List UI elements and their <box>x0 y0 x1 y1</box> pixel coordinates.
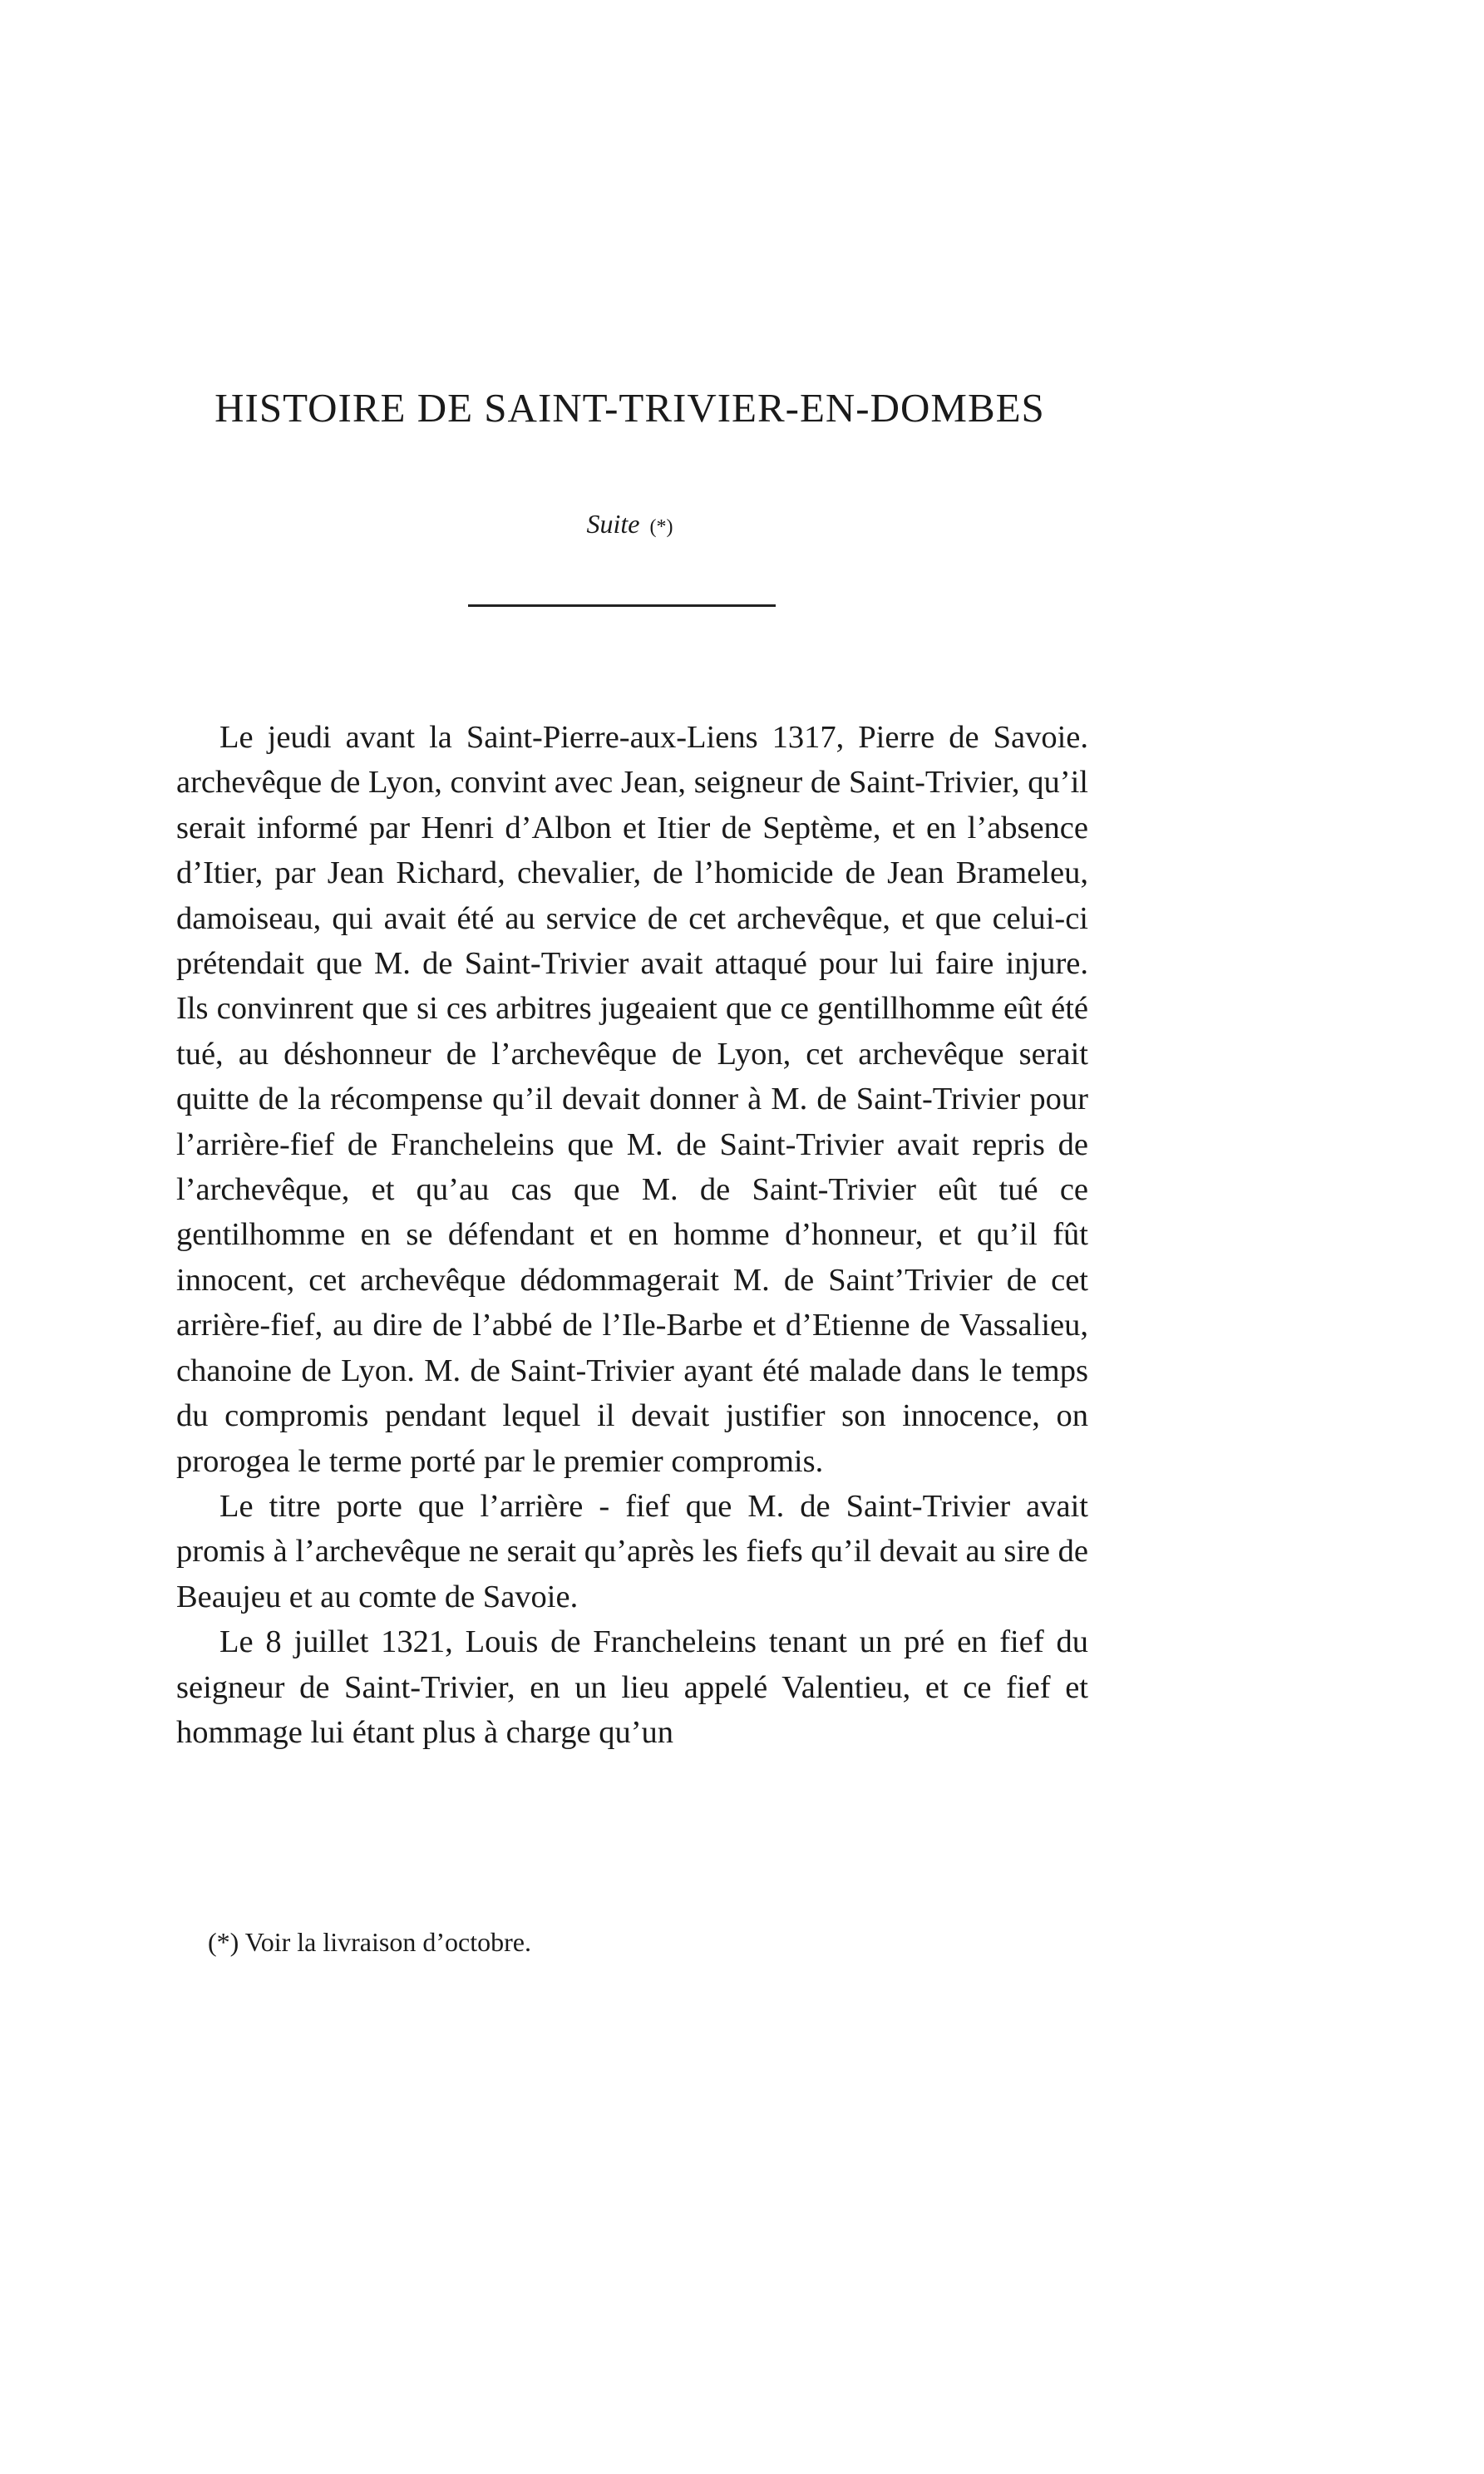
subtitle-suite: Suite <box>586 509 640 539</box>
paragraph-1: Le jeudi avant la Saint-Pierre-aux-Liens 1317, Pierre de Savoie. archevêque de Lyon, convint avec Jean, seigneur de Saint-Trivier, qu’il serait informé par Henri d’Albon et Itier de Septème, et en l’absence d’Itier, par Jean Richard, chevalier, de l’homicide de Jean Brameleu, damoiseau, qui avait été au service de cet archevêque, et que celui-ci prétendait que M. de Saint-Trivier avait attaqué pour lui faire injure. Ils convinrent que si ces arbitres jugeaient que ce gentillhomme eût été tué, au déshonneur de l’archevêque de Lyon, cet archevêque serait quitte de la récompense qu’il devait donner à M. de Saint-Trivier pour l’arrière-fief de Francheleins que M. de Saint-Trivier avait repris de l’archevêque, et qu’au cas que M. de Saint-Trivier eût tué ce gentilhomme en se défendant et en homme d’honneur, et qu’il fût innocent, cet archevêque dédommagerait M. de Saint’Trivier de cet arrière-fief, au dire de l’abbé de l’Ile-Barbe et d’Etienne de Vassalieu, chanoine de Lyon. M. de Saint-Trivier ayant été malade dans le temps du compromis pendant lequel il devait justifier son innocence, on prorogea le terme porté par le premier compromis. <box>176 720 1088 1479</box>
paragraph-2: Le titre porte que l’arrière - fief que M. de Saint-Trivier avait promis à l’archevêque ne serait qu’après les fiefs qu’il devait au sire de Beaujeu et au comte de Savoie. <box>176 1488 1088 1614</box>
footnote: (*) Voir la livraison d’octobre. <box>208 1927 531 1957</box>
paragraph-3: Le 8 juillet 1321, Louis de Francheleins tenant un pré en fief du seigneur de Saint-Trivier, en un lieu appelé Valentieu, et ce fief et hommage lui étant plus à charge qu’un <box>176 1624 1088 1750</box>
subtitle <box>0 509 1260 540</box>
title-divider <box>468 604 776 607</box>
page-title: HISTOIRE DE SAINT-TRIVIER-EN-DOMBES <box>214 385 1045 431</box>
body-text <box>176 715 1088 1755</box>
footnote-mark: (*) <box>649 516 673 538</box>
